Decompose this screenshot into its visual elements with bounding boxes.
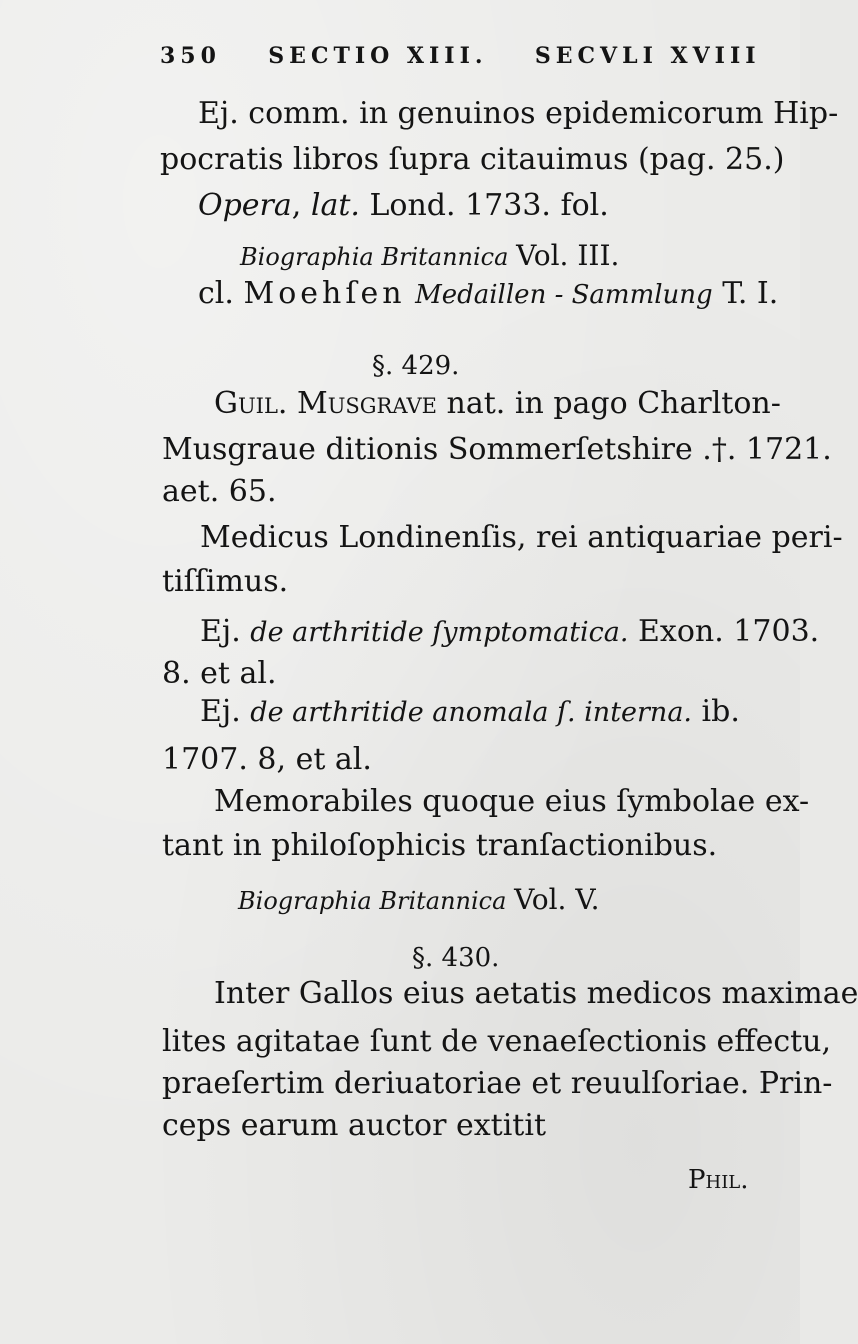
running-title-left: SECTIO XIII. [268, 43, 488, 69]
text-line: 8. et al. [162, 656, 277, 691]
person-name: Guil. Musgrave [214, 386, 437, 421]
author-name: Moehſen [243, 276, 406, 311]
text-line: Ej. comm. in genuinos epidemicorum Hip- [198, 96, 839, 131]
imprint: ib. [701, 694, 740, 729]
reference-title: Biographia Britannica [238, 887, 507, 915]
reference-title: Medaillen - Sammlung [415, 280, 713, 310]
text-line: Inter Gallos eius aetatis medicos maximae [214, 976, 858, 1011]
text-line [214, 386, 781, 422]
catchword: Phil. [688, 1165, 749, 1195]
text: nat. in pago Charlton- [446, 386, 781, 421]
text-line: ceps earum auctor extitit [162, 1108, 547, 1143]
text-line: praeſertim deriuatoriae et reuulſoriae. Prin- [162, 1066, 833, 1101]
reference-volume: T. I. [722, 276, 779, 311]
text-line [200, 614, 819, 651]
reference-volume: Vol. III. [516, 239, 620, 272]
text-line: tant in philoſophicis tranſactionibus. [162, 828, 718, 863]
work-title: Opera [198, 188, 292, 223]
text-line [200, 694, 740, 731]
abbrev: cl. [198, 276, 234, 311]
punct: , [291, 188, 302, 223]
text-line: 1707. 8, et al. [162, 742, 372, 777]
text-line [198, 276, 778, 313]
running-title-right: SECVLI XVIII [534, 43, 761, 69]
reference-title: Biographia Britannica [240, 243, 509, 271]
abbrev: Ej. [200, 694, 241, 729]
text-line: Musgraue ditionis Sommerſetshire .†. 1721. [162, 432, 832, 467]
text-line: tiſſimus. [162, 564, 289, 599]
abbrev: Ej. [200, 614, 241, 649]
work-title: de arthritide anomala ſ. interna. [250, 697, 692, 728]
text-line [238, 882, 600, 919]
work-title: de arthritide ſymptomatica. [250, 617, 629, 648]
section-heading: §. 429. [372, 351, 460, 381]
text-line [240, 238, 619, 275]
text-line: Memorabiles quoque eius ſymbolae ex- [214, 784, 810, 819]
text-line [198, 188, 609, 224]
text-line: aet. 65. [162, 474, 277, 509]
text-line: pocratis libros ſupra citauimus (pag. 25.) [160, 142, 785, 177]
running-header [160, 38, 761, 74]
reference-volume: Vol. V. [514, 883, 600, 916]
section-heading: §. 430. [412, 943, 500, 973]
imprint: Lond. 1733. fol. [369, 188, 609, 223]
text-line: Medicus Londinenſis, rei antiquariae peri- [200, 520, 843, 555]
page-number: 350 [160, 43, 221, 69]
text-line: lites agitatae ſunt de venaeſectionis effectu, [162, 1024, 832, 1059]
imprint: Exon. 1703. [638, 614, 820, 649]
language-note: lat. [310, 188, 360, 223]
